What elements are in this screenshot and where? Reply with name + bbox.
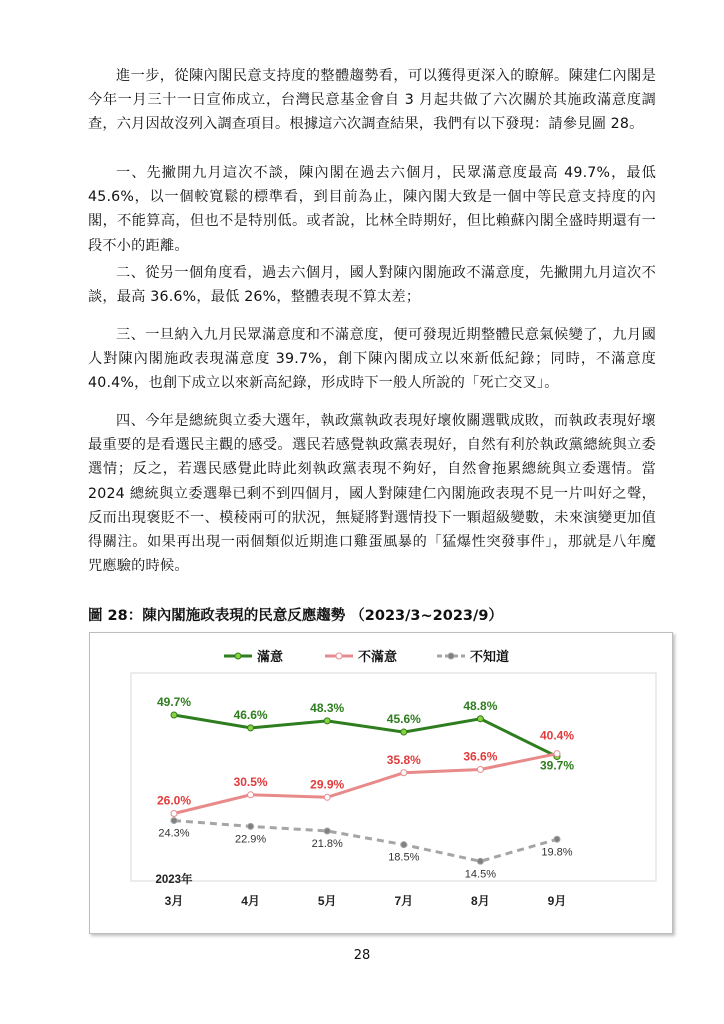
trend-chart [89,632,673,934]
data-point [171,818,177,824]
paragraph-point-3: 三、一旦納入九月民眾滿意度和不滿意度，便可發現近期整體民意氣候變了，九月國人對陳內閣施政表現滿意度 39.7%，創下陳內閣成立以來新低紀錄；同時，不滿意度 40.4%，也創下成立以來新高紀錄，形成時下一般人所說的「死亡交叉」。 [88,327,656,392]
data-point [477,716,483,722]
data-point [477,766,483,772]
x-tick-label: 9月 [547,894,567,908]
legend-label: 滿意 [257,649,284,664]
data-point [324,794,330,800]
data-point [248,823,254,829]
data-point [171,712,177,718]
data-label: 30.5% [233,774,268,789]
data-point [324,718,330,724]
data-label: 14.5% [464,868,497,881]
data-label: 46.6% [233,707,268,722]
data-label: 19.8% [541,846,573,859]
data-label: 21.8% [311,837,343,850]
legend-marker [235,653,241,659]
paragraph-intro: 進一步，從陳內閣民意支持度的整體趨勢看，可以獲得更深入的瞭解。陳建仁內閣是今年一月三十一日宣佈成立，台灣民意基金會自 3 月起共做了六次關於其施政滿意度調查，六月因故沒列入調查項目。根據這六次調查結果，我們有以下發現：請參見圖 28。 [88,68,656,133]
data-point [401,770,407,776]
legend-label: 不知道 [470,649,510,664]
data-point [324,828,330,834]
data-label: 24.3% [158,827,190,840]
data-label: 35.8% [386,752,421,767]
page-number: 28 [353,948,371,963]
paragraph-point-1: 一、先撇開九月這次不談，陳內閣在過去六個月，民眾滿意度最高 49.7%，最低 45.6%，以一個較寬鬆的標準看，到目前為止，陳內閣大致是一個中等民意支持度的內閣，不能算高，但也不是特別低。或者說，比林全時期好，但比賴蘇內閣全盛時期還有一段不小的距離。 [88,165,656,254]
data-label: 26.0% [156,793,192,808]
data-label: 48.8% [463,698,498,713]
data-label: 49.7% [156,695,192,710]
data-label: 22.9% [234,833,267,846]
x-tick-label: 4月 [241,894,260,908]
paragraph-point-2: 二、從另一個角度看，過去六個月，國人對陳內閣施政不滿意度，先撇開九月這次不談，最高 36.6%，最低 26%，整體表現不算太差； [88,265,656,306]
x-year-label: 2023年 [155,874,193,886]
data-point [477,858,483,864]
figure-caption: 圖 28：陳內閣施政表現的民意反應趨勢 （2023/3~2023/9） [88,608,503,624]
x-tick-label: 7月 [394,894,414,908]
paragraph-point-4: 四、今年是總統與立委大選年，執政黨執政表現好壞攸關選戰成敗，而執政表現好壞最重要的是看選民主觀的感受。選民若感覺執政黨表現好，自然有利於執政黨總統與立委選情；反之，若選民感覺此時此刻執政黨表現不夠好，自然會拖累總統與立委選情。當 2024 總統與立委選舉已剩不到四個月，國人對陳建仁內閣施政表現不見一片叫好之聲，反而出現褒貶不一、模稜兩可的狀況，無疑將對選情投下一顆超級變數，未來演變更加值得關注。如果再出現一兩個類似近期進口雞蛋風暴的「猛爆性突發事件」，那就是八年魔咒應驗的時候。 [88,413,656,575]
data-label: 36.6% [463,749,498,764]
legend-label: 不滿意 [358,649,398,664]
data-point [554,751,560,757]
chart-svg [90,633,672,933]
data-point [248,792,254,798]
data-label: 45.6% [386,712,421,727]
legend-marker [448,653,454,659]
data-point [171,811,177,817]
data-point [401,729,407,735]
x-tick-label: 5月 [317,894,337,908]
data-label: 29.9% [310,777,345,792]
x-tick-label: 8月 [471,894,490,908]
data-label: 40.4% [539,728,575,743]
data-label: 18.5% [388,851,420,864]
data-point [248,725,254,731]
x-tick-label: 3月 [164,894,184,908]
data-point [401,842,407,848]
legend-marker [336,653,342,659]
data-point [554,836,560,842]
data-label: 39.7% [539,758,575,773]
data-label: 48.3% [310,700,345,715]
